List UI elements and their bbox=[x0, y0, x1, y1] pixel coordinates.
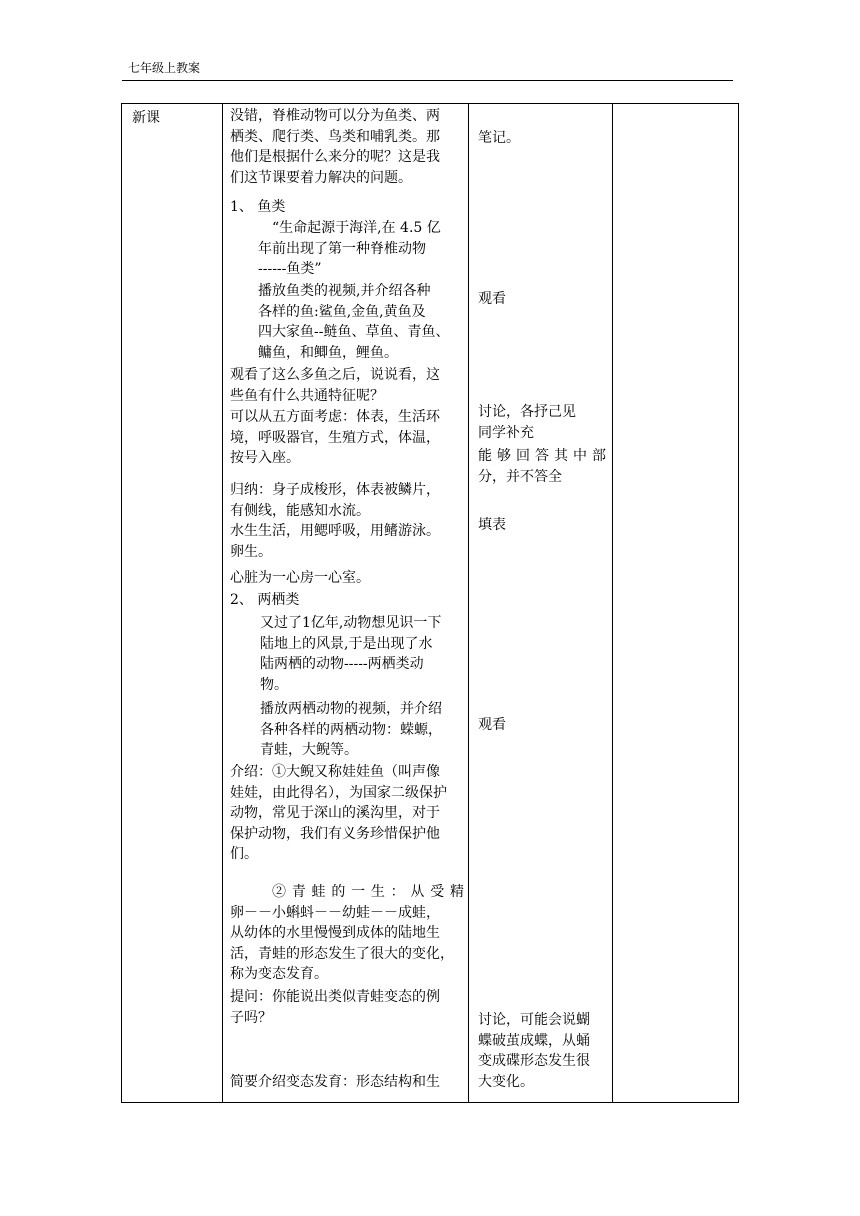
section-label: 新课 bbox=[132, 110, 160, 126]
amphibian-video-paragraph: 播放两栖动物的视频，并介绍 各种各样的两栖动物：蝾螈， 青蛙，大鲵等。 bbox=[260, 701, 442, 758]
student-watch-amphibians: 观看 bbox=[478, 717, 506, 733]
student-discussion: 讨论，各抒己见 同学补充 bbox=[478, 404, 576, 441]
student-partial-answer: 能 够 回 答 其 中 部 分，并不答全 bbox=[478, 448, 606, 485]
fish-summary-habitat: 水生生活，用鳃呼吸，用鳍游泳。 卵生。 bbox=[230, 523, 440, 560]
page-header: 七年级上教案 bbox=[128, 61, 201, 75]
frog-life-cycle: ② 青 蛙 的 一 生 ： 从 受 精 卵－－小蝌蚪－－幼蛙－－成蛙， 从幼体的水里慢慢到成体的陆地生 活，青蛙的形态发生了很大的变化， 称为变态发育。 bbox=[230, 884, 464, 982]
column-divider bbox=[612, 104, 613, 1102]
fish-summary-heart: 心脏为一心房一心室。 bbox=[230, 570, 370, 586]
metamorphosis-question: 提问：你能说出类似青蛙变态的例 子吗？ bbox=[230, 989, 440, 1026]
intro-paragraph: 没错，脊椎动物可以分为鱼类、两 栖类、爬行类、鸟类和哺乳类。那 他们是根据什么来分的呢？这是我 们这节课要着力解决的问题。 bbox=[230, 108, 440, 186]
column-divider bbox=[222, 104, 223, 1102]
amphibian-story: 又过了1亿年,动物想见识一下 陆地上的风景,于是出现了水 陆两栖的动物-----两栖类动 物。 bbox=[260, 615, 442, 693]
header-rule bbox=[122, 80, 733, 81]
fish-video-paragraph: 播放鱼类的视频,并介绍各种 各样的鱼:鲨鱼,金鱼,黄鱼及 四大家鱼--鲢鱼、草鱼、青鱼、 鳙鱼，和鲫鱼，鲤鱼。 bbox=[258, 283, 450, 361]
fish-aspects: 可以从五方面考虑：体表，生活环 境，呼吸器官，生殖方式，体温， 按号入座。 bbox=[230, 409, 440, 466]
student-notes: 笔记。 bbox=[478, 130, 520, 146]
fish-quote: “生命起源于海洋,在 4.5 亿 年前出现了第一种脊椎动物 ------鱼类” bbox=[258, 220, 441, 277]
student-watch-fish: 观看 bbox=[478, 291, 506, 307]
amphibian-heading: 2、 两栖类 bbox=[230, 592, 300, 608]
fish-question: 观看了这么多鱼之后，说说看，这 些鱼有什么共通特征呢？ bbox=[230, 367, 440, 404]
student-fill-table: 填表 bbox=[478, 517, 506, 533]
student-discussion-metamorphosis: 讨论，可能会说蝴 蝶破茧成蝶，从蛹 变成碟形态发生很 大变化。 bbox=[478, 1012, 590, 1090]
lesson-table bbox=[121, 103, 739, 1103]
fish-heading: 1、 鱼类 bbox=[230, 199, 286, 215]
column-divider bbox=[468, 104, 469, 1102]
giant-salamander-intro: 介绍：①大鲵又称娃娃鱼（叫声像 娃娃，由此得名），为国家二级保护 动物，常见于深山的溪沟里，对于 保护动物，我们有义务珍惜保护他 们。 bbox=[230, 764, 447, 862]
metamorphosis-explanation: 简要介绍变态发育：形态结构和生 bbox=[230, 1074, 440, 1090]
fish-summary-body: 归纳：身子成梭形，体表被鳞片， 有侧线，能感知水流。 bbox=[230, 482, 440, 519]
